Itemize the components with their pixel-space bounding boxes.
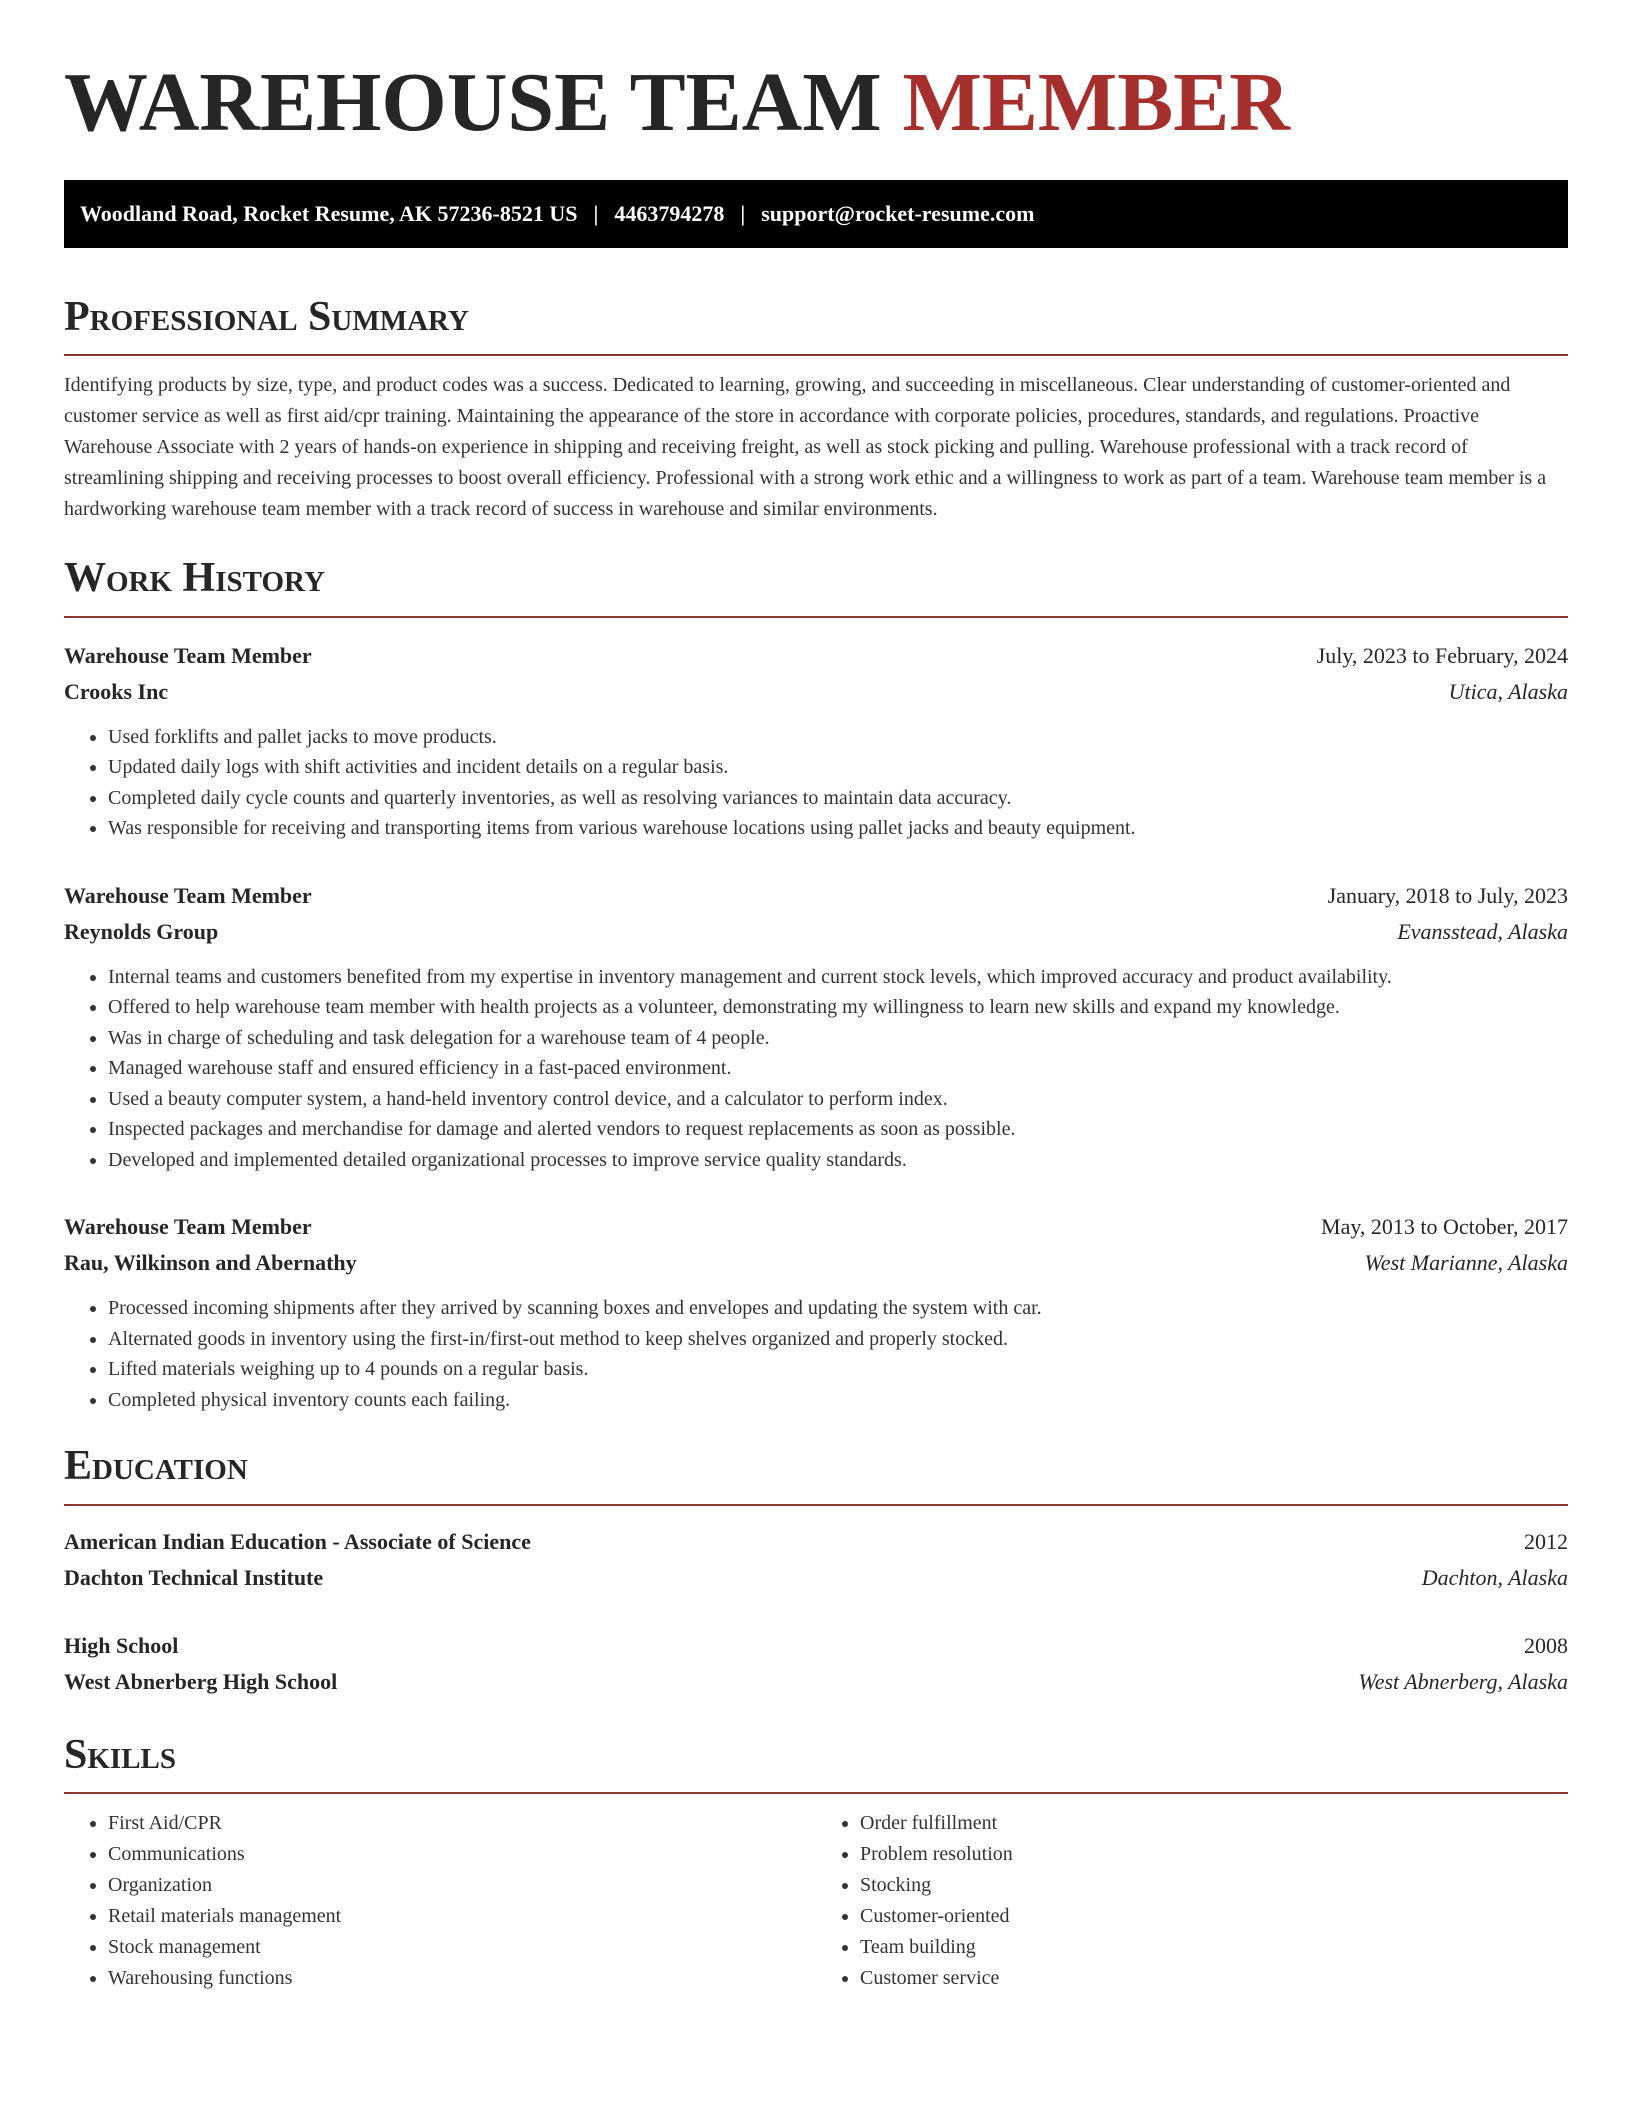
job-location: Utica, Alaska <box>1448 678 1568 704</box>
education-school: West Abnerberg High School <box>64 1668 338 1694</box>
job-duty-item: • Processed incoming shipments after they arrived by scanning boxes and envelopes and updating the system with car. <box>108 1293 1568 1324</box>
resume-title <box>64 56 1568 150</box>
job-duty-item: • Internal teams and customers benefited from my expertise in inventory management and current stock levels, which improved accuracy and product availability. <box>108 962 1568 993</box>
skill-item: • Order fulfillment <box>860 1808 1568 1839</box>
contact-address: Woodland Road, Rocket Resume, AK 57236-8521 US <box>80 201 578 227</box>
job-duty-item: • Offered to help warehouse team member with health projects as a volunteer, demonstrating my willingness to learn new skills and expand my knowledge. <box>108 992 1568 1023</box>
skill-item: • Stocking <box>860 1870 1568 1901</box>
skill-item: • Problem resolution <box>860 1839 1568 1870</box>
education-entry <box>64 1524 1568 1596</box>
job-duties <box>64 962 1568 1176</box>
job-company: Crooks Inc <box>64 678 169 704</box>
contact-bar <box>64 180 1568 248</box>
education-location: Dachton, Alaska <box>1421 1564 1568 1590</box>
skills-list-left <box>64 1808 816 1994</box>
job-duty-item: • Completed physical inventory counts each failing. <box>108 1385 1568 1416</box>
job-duties <box>64 722 1568 844</box>
skill-item: • Customer-oriented <box>860 1901 1568 1932</box>
skills-columns <box>64 1808 1568 1994</box>
skill-item: • Retail materials management <box>108 1901 816 1932</box>
job-duty-item: • Lifted materials weighing up to 4 pounds on a regular basis. <box>108 1354 1568 1385</box>
job-duty-item: • Updated daily logs with shift activities and incident details on a regular basis. <box>108 752 1568 783</box>
job-dates: July, 2023 to February, 2024 <box>1316 642 1568 668</box>
job-company: Rau, Wilkinson and Abernathy <box>64 1250 357 1276</box>
contact-separator: | <box>740 201 746 227</box>
skill-item: • Organization <box>108 1870 816 1901</box>
education-year: 2008 <box>1524 1632 1568 1658</box>
education-location: West Abnerberg, Alaska <box>1358 1668 1568 1694</box>
contact-phone: 4463794278 <box>614 201 725 227</box>
job-duty-item: • Was responsible for receiving and transporting items from various warehouse locations using pallet jacks and beauty equipment. <box>108 813 1568 844</box>
contact-email: support@rocket-resume.com <box>761 201 1035 227</box>
job-location: Evansstead, Alaska <box>1397 918 1568 944</box>
title-main: WAREHOUSE TEAM <box>64 56 882 149</box>
education-heading: Education <box>64 1441 1568 1505</box>
job-duties <box>64 1293 1568 1415</box>
job-company: Reynolds Group <box>64 918 219 944</box>
job-duty-item: • Used a beauty computer system, a hand-held inventory control device, and a calculator to perform index. <box>108 1084 1568 1115</box>
education-entry <box>64 1628 1568 1700</box>
job-duty-item: • Completed daily cycle counts and quarterly inventories, as well as resolving variances to maintain data accuracy. <box>108 783 1568 814</box>
job-title: Warehouse Team Member <box>64 1214 312 1240</box>
skill-item: • Team building <box>860 1932 1568 1963</box>
job-duty-item: • Used forklifts and pallet jacks to move products. <box>108 722 1568 753</box>
job-dates: May, 2013 to October, 2017 <box>1321 1214 1568 1240</box>
job-dates: January, 2018 to July, 2023 <box>1327 882 1568 908</box>
work-history-heading: Work History <box>64 553 1568 617</box>
education-school: Dachton Technical Institute <box>64 1564 324 1590</box>
job-entry <box>64 1209 1568 1415</box>
job-duty-item: • Managed warehouse staff and ensured efficiency in a fast-paced environment. <box>108 1053 1568 1084</box>
job-entry <box>64 638 1568 844</box>
education-year: 2012 <box>1524 1528 1568 1554</box>
contact-separator: | <box>593 201 599 227</box>
job-duty-item: • Inspected packages and merchandise for damage and alerted vendors to request replacements as soon as possible. <box>108 1114 1568 1145</box>
skill-item: • First Aid/CPR <box>108 1808 816 1839</box>
job-title: Warehouse Team Member <box>64 882 312 908</box>
job-duty-item: • Developed and implemented detailed organizational processes to improve service quality standards. <box>108 1145 1568 1176</box>
summary-text: Identifying products by size, type, and product codes was a success. Dedicated to learning, growing, and succeeding in miscellaneous. Clear understanding of customer-oriented and customer service as well as first aid/cpr training. Maintaining the appearance of the store in accordance with corporate policies, procedures, standards, and regulations. Proactive Warehouse Associate with 2 years of hands-on experience in shipping and receiving freight, as well as stock picking and pulling. Warehouse professional with a track record of streamlining shipping and receiving processes to boost overall efficiency. Professional with a strong work ethic and a willingness to work as part of a team. Warehouse team member is a hardworking warehouse team member with a track record of success in warehouse and similar environments. <box>64 374 1547 521</box>
skills-list-right <box>816 1808 1568 1994</box>
skill-item: • Communications <box>108 1839 816 1870</box>
job-duty-item: • Alternated goods in inventory using the first-in/first-out method to keep shelves organized and properly stocked. <box>108 1324 1568 1355</box>
job-duty-item: • Was in charge of scheduling and task delegation for a warehouse team of 4 people. <box>108 1023 1568 1054</box>
education-degree: American Indian Education - Associate of Science <box>64 1528 531 1554</box>
education-degree: High School <box>64 1632 179 1658</box>
skills-heading: Skills <box>64 1730 1568 1794</box>
skill-item: • Customer service <box>860 1963 1568 1994</box>
job-location: West Marianne, Alaska <box>1364 1250 1568 1276</box>
job-title: Warehouse Team Member <box>64 642 312 668</box>
job-entry <box>64 878 1568 1176</box>
summary-heading: Professional Summary <box>64 292 1568 356</box>
skill-item: • Warehousing functions <box>108 1963 816 1994</box>
title-accent: MEMBER <box>902 56 1290 149</box>
skill-item: • Stock management <box>108 1932 816 1963</box>
